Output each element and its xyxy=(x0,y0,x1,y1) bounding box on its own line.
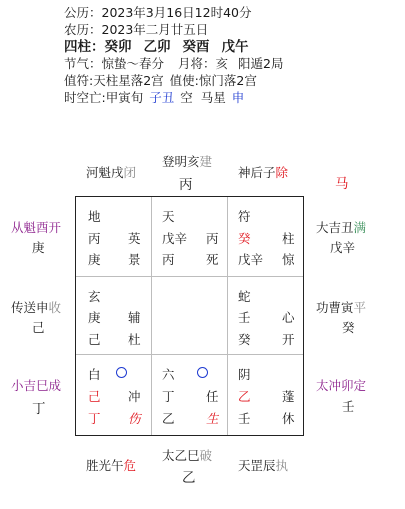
left-stem-2: 己 xyxy=(32,320,45,335)
cell-stem: 庚 xyxy=(88,252,101,267)
bottom-mid-stem: 乙 xyxy=(182,470,196,486)
cell-stem: 丙 xyxy=(162,252,175,267)
kongwang-branches: 子丑 xyxy=(149,90,175,105)
cell-door: 生 xyxy=(206,411,219,426)
cell-god: 符 xyxy=(238,209,251,224)
sizhu-label: 四柱： xyxy=(64,39,105,55)
cell-stem: 癸 xyxy=(238,332,251,347)
palace-cell-8 xyxy=(152,355,227,435)
palace-cell-7 xyxy=(76,355,151,435)
cell-star: 心 xyxy=(282,310,295,325)
cell-stem: 戊辛 xyxy=(162,231,188,246)
sizhu-line xyxy=(64,38,249,56)
cell-stem: 壬 xyxy=(238,411,251,426)
palace-cell-4 xyxy=(76,277,151,354)
cell-star: 任 xyxy=(206,389,219,404)
left-label-3: 小吉巳成 xyxy=(11,378,62,393)
cell-god: 白 xyxy=(88,367,101,382)
palace-cell-2 xyxy=(152,197,227,276)
kong-word: 空 xyxy=(180,90,193,105)
cell-god: 玄 xyxy=(88,289,101,304)
kongwang-prefix: 时空亡:甲寅旬 xyxy=(64,90,144,105)
cell-god: 地 xyxy=(88,209,101,224)
bottom-mid-label: 太乙巳破 xyxy=(162,448,213,463)
palace-grid xyxy=(75,196,304,436)
cell-star: 蓬 xyxy=(282,389,295,404)
cell-stem: 庚 xyxy=(88,310,101,325)
top-mid-stem: 丙 xyxy=(179,177,193,193)
cell-door: 惊 xyxy=(282,252,295,267)
cell-stem: 壬 xyxy=(238,310,251,325)
cell-door: 杜 xyxy=(128,332,141,347)
palace-cell-6 xyxy=(228,277,303,354)
left-stem-1: 庚 xyxy=(32,240,45,255)
palace-cell-3 xyxy=(228,197,303,276)
maxing: 马星 xyxy=(200,90,226,105)
cell-star: 柱 xyxy=(282,231,295,246)
cell-stem: 戊辛 xyxy=(238,252,264,267)
month-pillar: 乙卯 xyxy=(143,39,171,55)
cell-stem: 丁 xyxy=(162,389,175,404)
top-mid-label: 登明亥建 xyxy=(162,154,213,169)
nongli-line: 农历：2023年二月廿五日 xyxy=(64,22,209,37)
cell-door: 景 xyxy=(128,252,141,267)
palace-cell-1 xyxy=(76,197,151,276)
right-label-1: 大吉丑满 xyxy=(316,220,367,235)
cell-door: 休 xyxy=(282,411,295,426)
zhifu-line xyxy=(64,72,257,89)
horse-marker: 马 xyxy=(335,176,349,192)
top-left-label: 河魁戌闭 xyxy=(86,165,137,180)
bottom-left-label: 胜光午危 xyxy=(86,458,137,473)
cell-stem: 乙 xyxy=(162,411,175,426)
right-stem-2: 癸 xyxy=(342,320,355,335)
cell-god: 阴 xyxy=(238,367,251,382)
cell-star: 英 xyxy=(128,231,141,246)
right-stem-1: 戊辛 xyxy=(330,240,356,255)
cell-star: 丙 xyxy=(206,231,219,246)
zhishi: 值使:惊门落2宫 xyxy=(169,73,257,88)
kongwang-line xyxy=(64,89,244,106)
gongli-line: 公历：2023年3月16日12时40分 xyxy=(64,5,252,20)
cell-god: 天 xyxy=(162,209,175,224)
yuejiang: 月将：亥 xyxy=(178,56,229,71)
palace-cell-9 xyxy=(228,355,303,435)
cell-door: 死 xyxy=(206,252,219,267)
left-stem-3: 丁 xyxy=(32,401,46,417)
jieqi: 节气：惊蛰～春分 xyxy=(64,56,165,71)
cell-god: 六 xyxy=(162,367,175,382)
year-pillar: 癸卯 xyxy=(104,39,132,55)
day-pillar: 癸酉 xyxy=(182,39,210,55)
cell-door: 开 xyxy=(282,332,295,347)
cell-star: 辅 xyxy=(128,310,141,325)
top-right-label: 神后子除 xyxy=(238,165,289,180)
cell-stem: 乙 xyxy=(238,389,251,404)
circle-marker-icon xyxy=(116,367,127,378)
left-label-1: 从魁酉开 xyxy=(11,220,62,235)
right-label-2: 功曹寅平 xyxy=(316,300,367,315)
right-label-3: 太冲卯定 xyxy=(316,378,367,393)
cell-stem: 己 xyxy=(88,389,101,404)
left-label-2: 传送申收 xyxy=(11,300,62,315)
cell-door: 伤 xyxy=(128,411,141,426)
cell-stem: 丁 xyxy=(88,411,101,426)
circle-marker-icon xyxy=(197,367,208,378)
yangdun: 阳遁2局 xyxy=(238,56,284,71)
cell-star: 冲 xyxy=(128,389,141,404)
ma-branch: 申 xyxy=(231,90,245,105)
jieqi-line xyxy=(64,55,283,72)
bottom-right-label: 天罡辰执 xyxy=(238,458,289,473)
cell-stem: 己 xyxy=(88,332,101,347)
cell-stem: 丙 xyxy=(88,231,101,246)
zhifu: 值符:天柱星落2宫 xyxy=(64,73,164,88)
cell-stem: 癸 xyxy=(238,231,251,246)
cell-god: 蛇 xyxy=(238,289,251,304)
right-stem-3: 壬 xyxy=(342,399,355,414)
hour-pillar: 戊午 xyxy=(221,39,249,55)
